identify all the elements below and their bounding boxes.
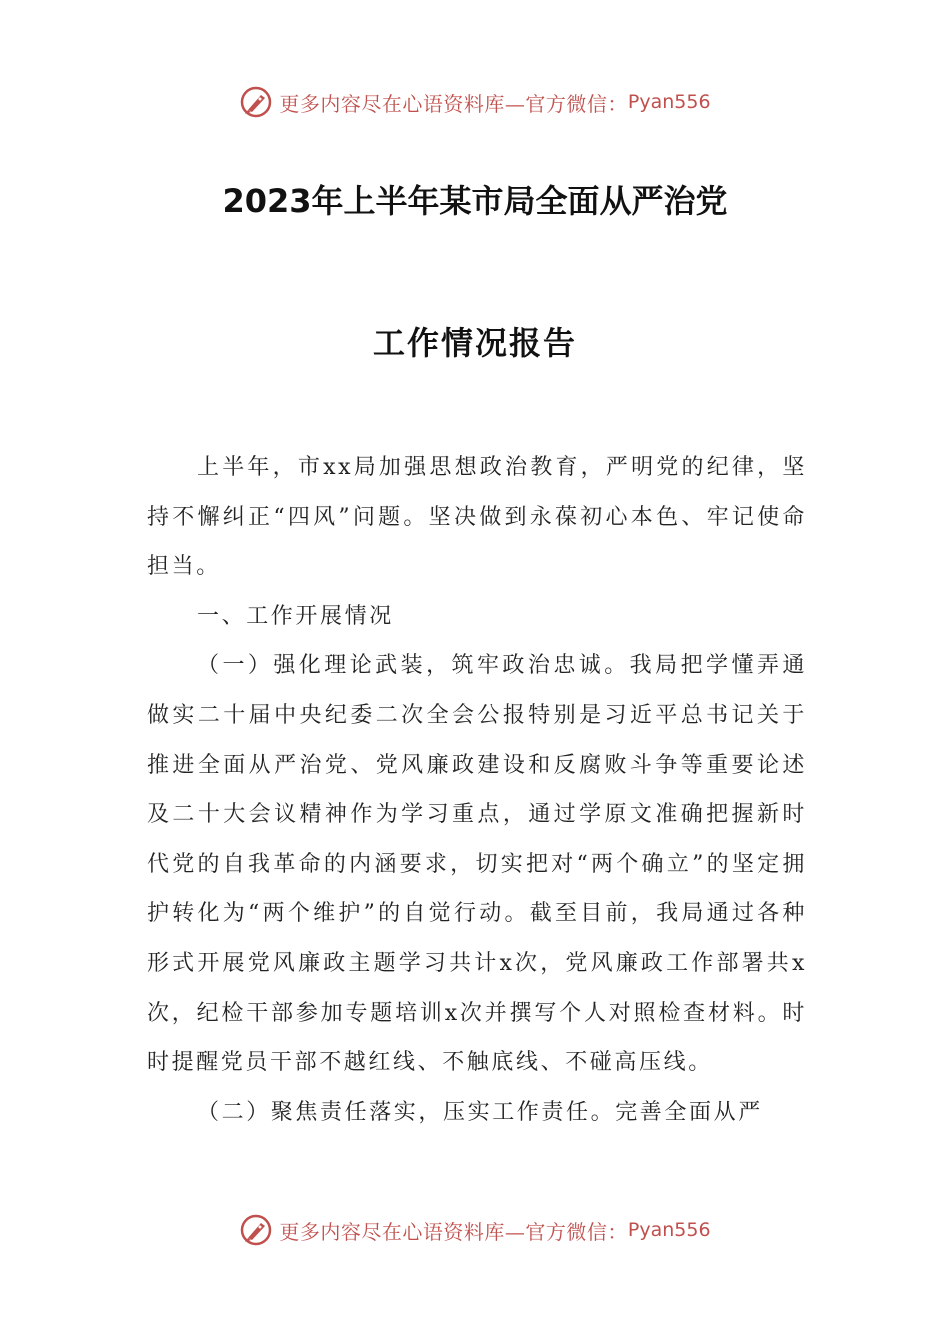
paragraph-section-1: （一）强化理论武装，筑牢政治忠诚。我局把学懂弄通做实二十届中央纪委二次全会公报特别是习近平总书记关于推进全面从严治党、党风廉政建设和反腐败斗争等重要论述及二十大会议精神作为学习重点，通过学原文准确把握新时代党的自我革命的内涵要求，切实把对“两个确立”的坚定拥护转化为“两个维护”的自觉行动。截至目前，我局通过各种形式开展党风廉政主题学习共计x次，党风廉政工作部署共x次，纪检干部参加专题培训x次并撰写个人对照检查材料。时时提醒党员干部不越红线、不触底线、不碰高压线。 — [147, 653, 807, 1076]
footer-banner — [0, 1210, 950, 1250]
paragraph-section-2: （二）聚焦责任落实，压实工作责任。完善全面从严 — [197, 1099, 763, 1125]
document-title-line2: 工作情况报告 — [372, 324, 577, 362]
banner-wechat-id: Pyan556 — [627, 91, 711, 113]
document-title-line1: 2023年上半年某市局全面从严治党 — [222, 182, 728, 220]
pen-nib-circle-icon — [239, 85, 273, 119]
banner-wechat-id: Pyan556 — [627, 1219, 711, 1241]
paragraph-intro: 上半年，市xx局加强思想政治教育，严明党的纪律，坚持不懈纠正“四风”问题。坚决做到永葆初心本色、牢记使命担当。 — [147, 455, 807, 580]
banner-text: 更多内容尽在心语资料库—官方微信： — [279, 91, 628, 116]
document-body — [147, 443, 807, 1137]
section-heading: 一、工作开展情况 — [197, 603, 394, 629]
header-banner — [0, 82, 950, 122]
pen-nib-circle-icon — [239, 1213, 273, 1247]
banner-text: 更多内容尽在心语资料库—官方微信： — [279, 1219, 628, 1244]
